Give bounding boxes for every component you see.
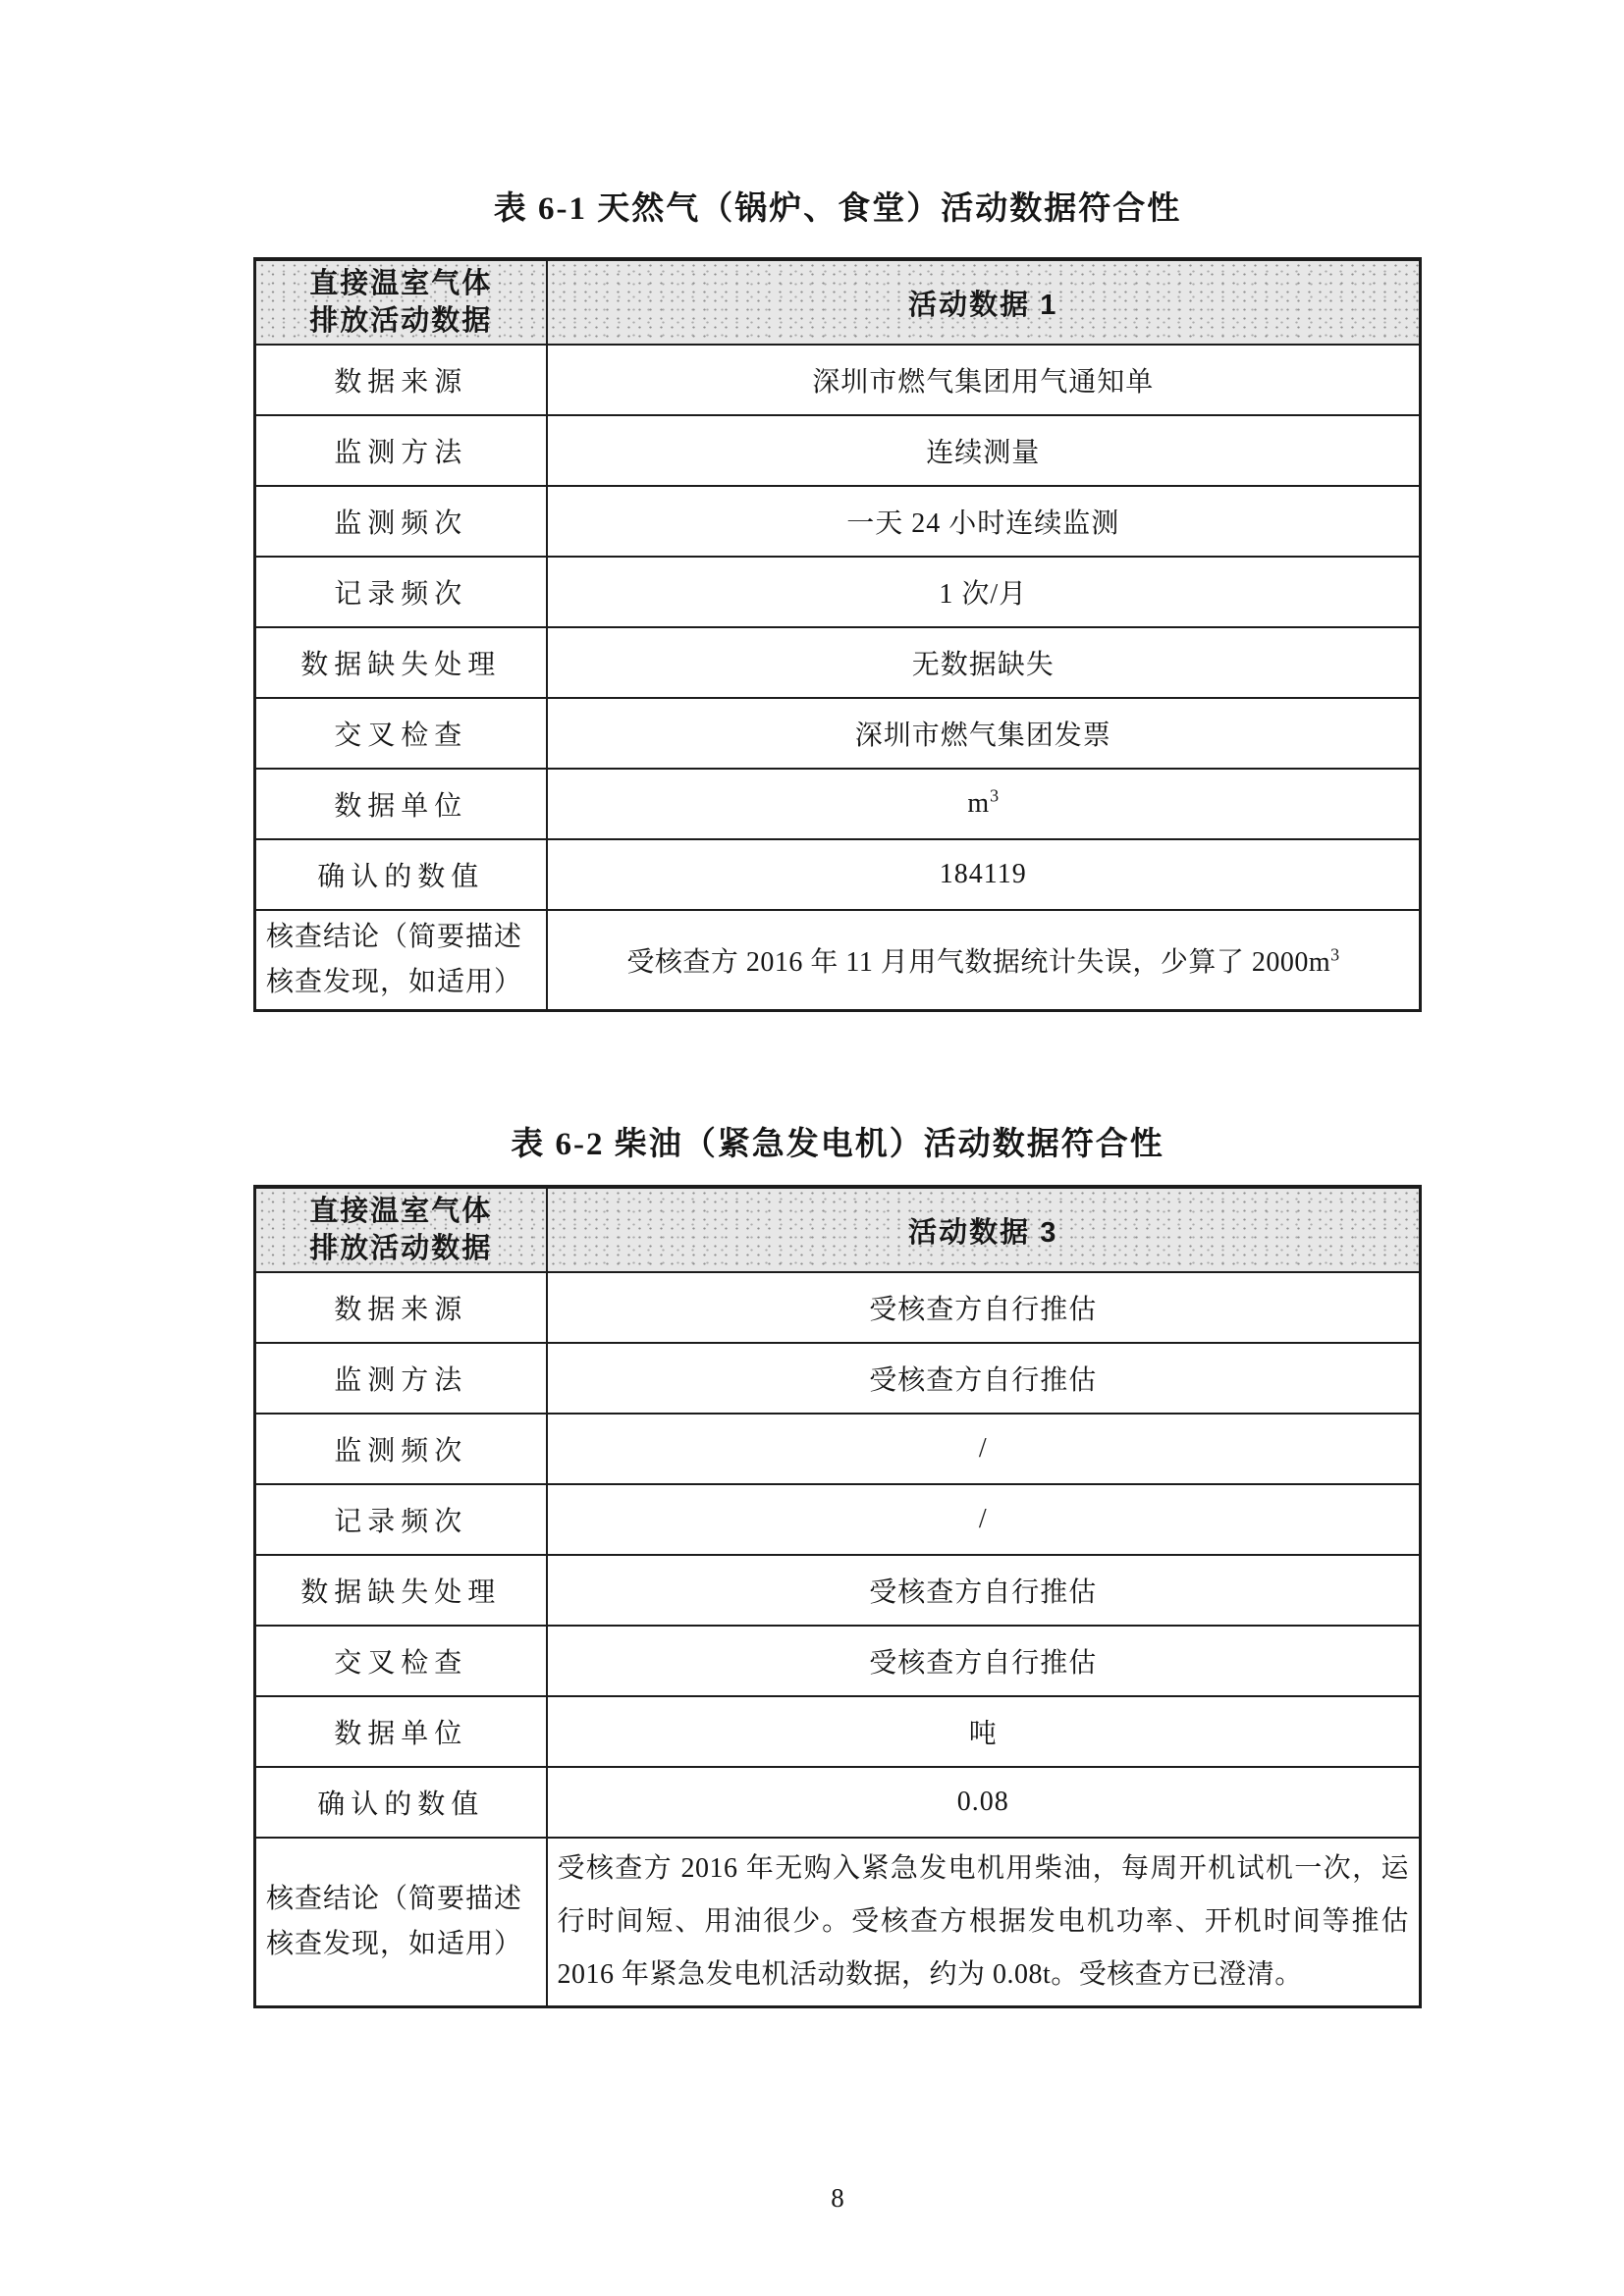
header-category-cell bbox=[255, 259, 547, 345]
row-value-text: 184119 bbox=[939, 859, 1027, 889]
row-label-cell: 数据单位 bbox=[255, 1696, 547, 1767]
row-value-cell bbox=[547, 839, 1421, 910]
table-row bbox=[255, 486, 1421, 557]
header-category-line1: 直接温室气体 bbox=[309, 268, 493, 299]
table-header-row bbox=[255, 259, 1421, 345]
row-value-text: 连续测量 bbox=[926, 438, 1041, 468]
row-value-text: 深圳市燃气集团用气通知单 bbox=[812, 367, 1155, 398]
table-row bbox=[255, 1343, 1421, 1414]
conclusion-value-cell bbox=[547, 910, 1421, 1011]
row-value-text: / bbox=[978, 1433, 988, 1464]
table-6-2 bbox=[253, 1185, 1422, 2008]
row-value-cell bbox=[547, 1626, 1421, 1696]
row-value-cell bbox=[547, 769, 1421, 839]
row-value-text: m bbox=[967, 788, 991, 819]
row-label-cell: 记录频次 bbox=[255, 557, 547, 627]
row-label-cell: 确认的数值 bbox=[255, 1767, 547, 1838]
row-value-text: 一天 24 小时连续监测 bbox=[846, 508, 1120, 539]
header-category-line2: 排放活动数据 bbox=[309, 1233, 493, 1264]
conclusion-value-text: 受核查方 2016 年 11 月用气数据统计失误，少算了 2000m bbox=[626, 947, 1331, 978]
row-label-cell: 数据缺失处理 bbox=[255, 1555, 547, 1626]
table-row bbox=[255, 627, 1421, 698]
row-label-cell: 确认的数值 bbox=[255, 839, 547, 910]
table-row bbox=[255, 1272, 1421, 1343]
page-content bbox=[253, 0, 1422, 2214]
row-value-cell bbox=[547, 1272, 1421, 1343]
row-value-cell bbox=[547, 1343, 1421, 1414]
row-label-cell: 监测方法 bbox=[255, 415, 547, 486]
row-value-cell bbox=[547, 486, 1421, 557]
header-activity-data-cell: 活动数据 3 bbox=[547, 1187, 1421, 1272]
row-label-cell: 监测频次 bbox=[255, 1414, 547, 1484]
row-value-cell bbox=[547, 627, 1421, 698]
conclusion-value-cell bbox=[547, 1838, 1421, 2007]
conclusion-label-cell: 核查结论（简要描述核查发现，如适用） bbox=[255, 1838, 547, 2007]
row-value-text: 吨 bbox=[968, 1719, 998, 1749]
table-row bbox=[255, 415, 1421, 486]
row-label-cell: 交叉检查 bbox=[255, 698, 547, 769]
row-value-superscript: 3 bbox=[990, 785, 1000, 806]
header-category-cell bbox=[255, 1187, 547, 1272]
row-label-cell: 监测频次 bbox=[255, 486, 547, 557]
header-category-line1: 直接温室气体 bbox=[309, 1196, 493, 1227]
table-header-row bbox=[255, 1187, 1421, 1272]
conclusion-row bbox=[255, 1838, 1421, 2007]
row-value-text: 受核查方自行推估 bbox=[869, 1295, 1098, 1325]
row-value-cell bbox=[547, 1555, 1421, 1626]
row-label-cell: 数据缺失处理 bbox=[255, 627, 547, 698]
table-row bbox=[255, 769, 1421, 839]
row-label-cell: 数据来源 bbox=[255, 345, 547, 415]
table-row bbox=[255, 1414, 1421, 1484]
row-value-text: 无数据缺失 bbox=[911, 650, 1055, 680]
table-6-1-title: 表 6-1 天然气（锅炉、食堂）活动数据符合性 bbox=[493, 191, 1182, 227]
row-label-cell: 监测方法 bbox=[255, 1343, 547, 1414]
conclusion-row bbox=[255, 910, 1421, 1011]
row-value-text: / bbox=[978, 1504, 988, 1534]
row-value-text: 深圳市燃气集团发票 bbox=[854, 721, 1111, 751]
table-row bbox=[255, 345, 1421, 415]
row-value-cell bbox=[547, 1767, 1421, 1838]
table-row bbox=[255, 839, 1421, 910]
table-row bbox=[255, 1484, 1421, 1555]
row-value-cell bbox=[547, 1484, 1421, 1555]
row-value-text: 受核查方自行推估 bbox=[869, 1648, 1098, 1679]
table-row bbox=[255, 698, 1421, 769]
row-value-cell bbox=[547, 557, 1421, 627]
conclusion-label-cell: 核查结论（简要描述核查发现，如适用） bbox=[255, 910, 547, 1011]
table-row bbox=[255, 1626, 1421, 1696]
row-value-text: 0.08 bbox=[956, 1787, 1009, 1817]
row-value-text: 1 次/月 bbox=[939, 579, 1028, 610]
table-row bbox=[255, 1696, 1421, 1767]
table-6-2-title: 表 6-2 柴油（紧急发电机）活动数据符合性 bbox=[511, 1127, 1164, 1162]
row-label-cell: 数据单位 bbox=[255, 769, 547, 839]
table-row bbox=[255, 557, 1421, 627]
table-row bbox=[255, 1555, 1421, 1626]
row-value-cell bbox=[547, 698, 1421, 769]
conclusion-value-superscript: 3 bbox=[1330, 944, 1340, 965]
row-value-cell bbox=[547, 345, 1421, 415]
page-number: 8 bbox=[831, 2183, 844, 2213]
conclusion-value-text: 受核查方 2016 年无购入紧急发电机用柴油，每周开机试机一次，运行时间短、用油很少。受核查方根据发电机功率、开机时间等推估 2016 年紧急发电机活动数据，约为 0.08t。受核查方已澄清。 bbox=[557, 1853, 1409, 1990]
row-value-text: 受核查方自行推估 bbox=[869, 1577, 1098, 1608]
table-6-1 bbox=[253, 257, 1422, 1012]
header-activity-data-cell: 活动数据 1 bbox=[547, 259, 1421, 345]
row-label-cell: 记录频次 bbox=[255, 1484, 547, 1555]
row-value-cell bbox=[547, 1696, 1421, 1767]
row-label-cell: 交叉检查 bbox=[255, 1626, 547, 1696]
row-value-cell bbox=[547, 1414, 1421, 1484]
row-value-text: 受核查方自行推估 bbox=[869, 1365, 1098, 1396]
row-label-cell: 数据来源 bbox=[255, 1272, 547, 1343]
row-value-cell bbox=[547, 415, 1421, 486]
table-row bbox=[255, 1767, 1421, 1838]
header-category-line2: 排放活动数据 bbox=[309, 305, 493, 337]
